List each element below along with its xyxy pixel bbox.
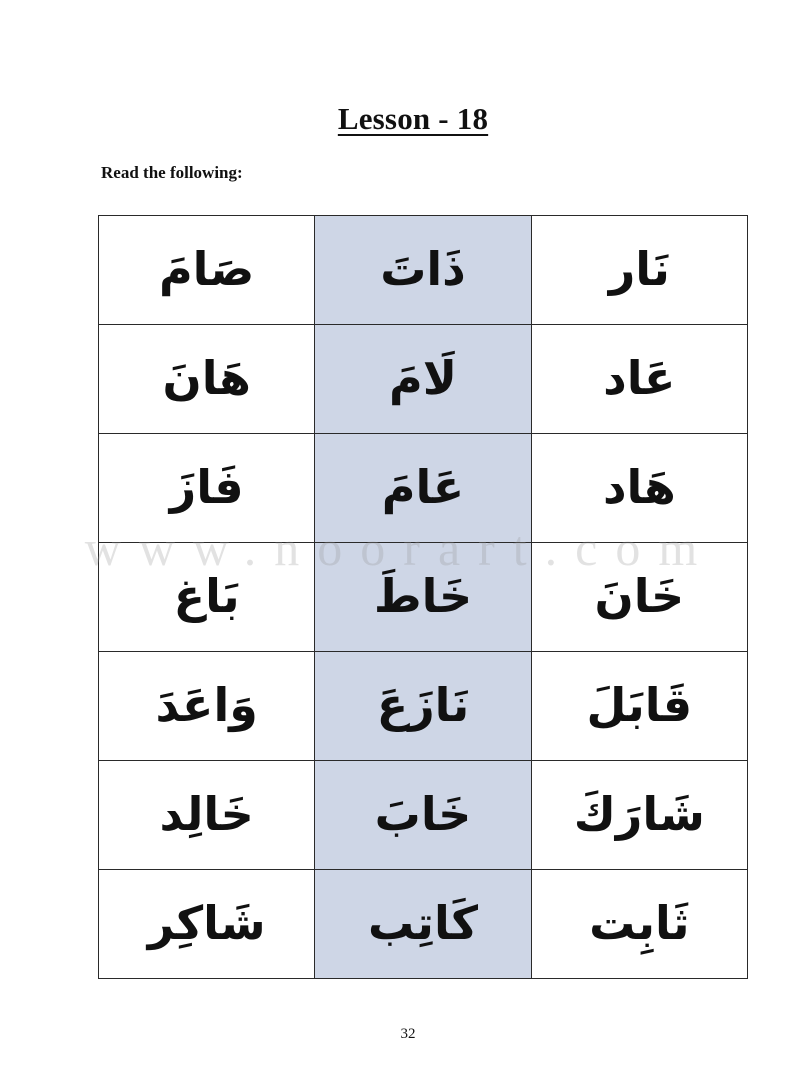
lesson-title: Lesson - 18 [337, 101, 489, 136]
table-row [99, 216, 748, 325]
word-cell-middle: لَامَ [315, 325, 531, 434]
word-cell-right: قَابَلَ [531, 652, 747, 761]
word-table [98, 215, 748, 979]
table-row [99, 325, 748, 434]
word-cell-left: صَامَ [99, 216, 315, 325]
word-cell-middle: عَامَ [315, 434, 531, 543]
word-cell-left: خَالِد [99, 761, 315, 870]
page-number: 32 [400, 1026, 416, 1042]
word-cell-middle: خَاطَ [315, 543, 531, 652]
word-cell-right: نَار [531, 216, 747, 325]
word-cell-middle: خَابَ [315, 761, 531, 870]
table-row [99, 652, 748, 761]
word-cell-middle: نَازَعَ [315, 652, 531, 761]
word-cell-left: شَاكِر [99, 870, 315, 979]
table-row [99, 434, 748, 543]
word-cell-left: فَازَ [99, 434, 315, 543]
word-cell-right: ثَابِت [531, 870, 747, 979]
instruction-text: Read the following: [101, 163, 243, 182]
word-cell-left: بَاغ [99, 543, 315, 652]
table-row [99, 761, 748, 870]
watermark-text: www.noorart.com [84, 520, 716, 576]
word-cell-middle: ذَاتَ [315, 216, 531, 325]
table-row [99, 543, 748, 652]
word-cell-left: هَانَ [99, 325, 315, 434]
word-cell-left: وَاعَدَ [99, 652, 315, 761]
table-row [99, 870, 748, 979]
word-cell-right: شَارَكَ [531, 761, 747, 870]
word-cell-right: هَاد [531, 434, 747, 543]
word-cell-middle: كَاتِب [315, 870, 531, 979]
word-cell-right: عَاد [531, 325, 747, 434]
word-cell-right: خَانَ [531, 543, 747, 652]
